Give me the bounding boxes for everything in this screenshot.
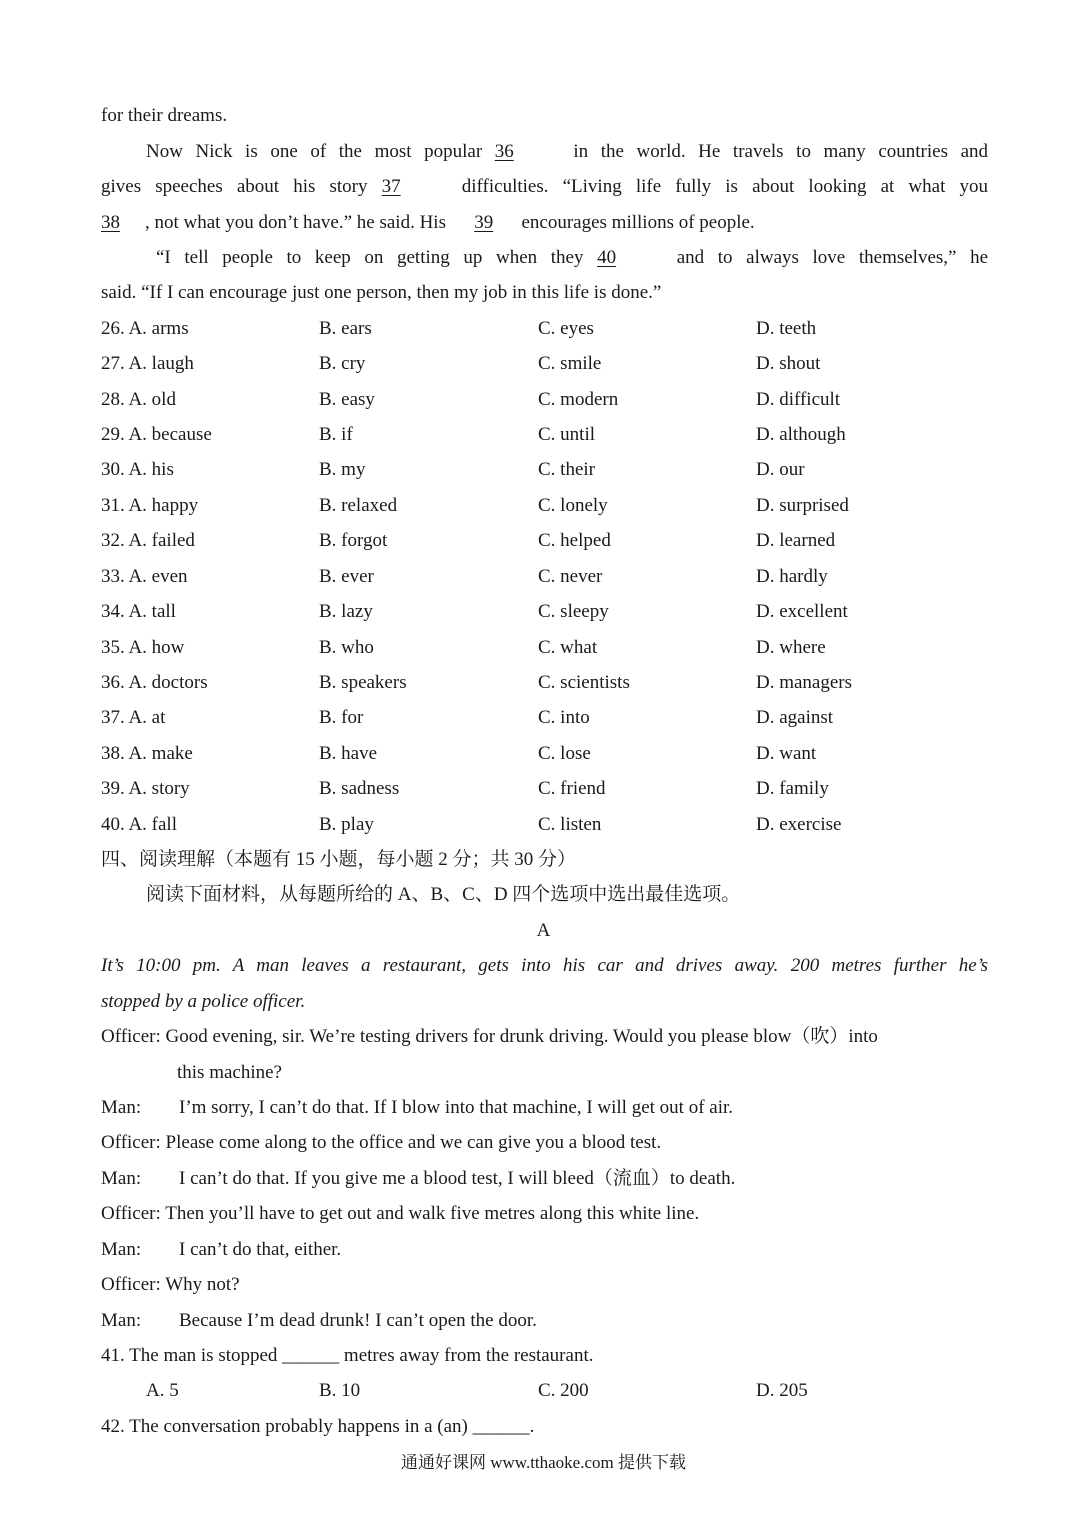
option-a: 38. A. make bbox=[101, 743, 193, 764]
option-b: B. if bbox=[319, 424, 353, 445]
option-a: 29. A. because bbox=[101, 424, 212, 445]
dialogue-line bbox=[101, 1132, 988, 1154]
option-a: 33. A. even bbox=[101, 566, 188, 587]
option-d: D. shout bbox=[756, 353, 821, 374]
dialogue-text: Good evening, sir. We’re testing drivers for drunk driving. Would you please blow（吹）into bbox=[165, 1026, 878, 1047]
passage-label: A bbox=[536, 920, 551, 941]
option-d: D. where bbox=[756, 637, 826, 658]
option-b: B. for bbox=[319, 707, 364, 728]
option-a: 39. A. story bbox=[101, 778, 190, 799]
dialogue-line bbox=[101, 1239, 988, 1261]
passage-line bbox=[101, 212, 988, 234]
passage-text: , not what you don’t have.” he said. His bbox=[145, 212, 446, 233]
option-a: 36. A. doctors bbox=[101, 672, 208, 693]
option-a: 35. A. how bbox=[101, 637, 185, 658]
option-c: C. modern bbox=[538, 389, 619, 410]
option-b: B. play bbox=[319, 814, 374, 835]
page-footer: 通通好课网 www.tthaoke.com 提供下载 bbox=[400, 1453, 687, 1472]
option-a: A. 5 bbox=[146, 1380, 179, 1401]
passage-text: difficulties. “Living life fully is about looking at what you bbox=[461, 176, 988, 197]
blank-39: 39 bbox=[474, 212, 494, 233]
option-b: B. who bbox=[319, 637, 374, 658]
option-b: B. easy bbox=[319, 389, 375, 410]
option-b: B. ever bbox=[319, 566, 374, 587]
option-d: D. learned bbox=[756, 530, 836, 551]
option-c: C. eyes bbox=[538, 318, 594, 339]
option-b: B. have bbox=[319, 743, 378, 764]
section-heading: 四、阅读理解（本题有 15 小题，每小题 2 分；共 30 分） bbox=[101, 849, 577, 870]
option-d: D. exercise bbox=[756, 814, 842, 835]
option-c: C. into bbox=[538, 707, 590, 728]
option-d: D. family bbox=[756, 778, 829, 799]
dialogue-text: Why not? bbox=[165, 1274, 240, 1295]
option-c: C. helped bbox=[538, 530, 611, 551]
option-c: C. lose bbox=[538, 743, 591, 764]
blank-37: 37 bbox=[381, 176, 401, 197]
speaker-label: Officer: bbox=[101, 1274, 161, 1295]
blank-36: 36 bbox=[494, 141, 514, 162]
dialogue-text: I can’t do that. If you give me a blood test, I will bleed（流血）to death. bbox=[179, 1168, 736, 1189]
passage-line bbox=[146, 141, 988, 163]
passage-line: said. “If I can encourage just one person, then my job in this life is done.” bbox=[101, 282, 662, 303]
section-instruction: 阅读下面材料，从每题所给的 A、B、C、D 四个选项中选出最佳选项。 bbox=[146, 884, 741, 905]
option-a: 34. A. tall bbox=[101, 601, 176, 622]
option-b: B. cry bbox=[319, 353, 366, 374]
option-a: 26. A. arms bbox=[101, 318, 189, 339]
option-d: D. surprised bbox=[756, 495, 849, 516]
option-c: C. sleepy bbox=[538, 601, 609, 622]
option-d: D. hardly bbox=[756, 566, 828, 587]
speaker-label: Man: bbox=[101, 1239, 142, 1260]
passage-text: “I tell people to keep on getting up when they bbox=[156, 247, 584, 268]
blank-40: 40 bbox=[597, 247, 617, 268]
dialogue-line bbox=[101, 1203, 988, 1225]
option-b: B. 10 bbox=[319, 1380, 361, 1401]
dialogue-text: I can’t do that, either. bbox=[179, 1239, 342, 1260]
dialogue-text: Please come along to the office and we can give you a blood test. bbox=[165, 1132, 662, 1153]
dialogue-text: Because I’m dead drunk! I can’t open the door. bbox=[179, 1310, 537, 1331]
option-a: 32. A. failed bbox=[101, 530, 195, 551]
option-b: B. relaxed bbox=[319, 495, 398, 516]
speaker-label: Officer: bbox=[101, 1132, 161, 1153]
speaker-label: Man: bbox=[101, 1310, 142, 1331]
option-b: B. lazy bbox=[319, 601, 373, 622]
option-b: B. my bbox=[319, 459, 366, 480]
passage-intro-line: stopped by a police officer. bbox=[101, 991, 306, 1012]
dialogue-line bbox=[101, 1310, 988, 1332]
question-42: 42. The conversation probably happens in a (an) ______. bbox=[101, 1416, 535, 1437]
dialogue-line bbox=[101, 1097, 988, 1119]
option-c: C. their bbox=[538, 459, 595, 480]
blank-38: 38 bbox=[101, 212, 120, 233]
speaker-label: Man: bbox=[101, 1097, 142, 1118]
option-c: C. 200 bbox=[538, 1380, 589, 1401]
passage-line: for their dreams. bbox=[101, 105, 228, 126]
option-d: D. 205 bbox=[756, 1380, 808, 1401]
passage-text: in the world. He travels to many countries and bbox=[573, 141, 989, 162]
dialogue-line bbox=[101, 1274, 988, 1296]
option-c: C. scientists bbox=[538, 672, 630, 693]
dialogue-text: Then you’ll have to get out and walk five metres along this white line. bbox=[165, 1203, 700, 1224]
option-d: D. want bbox=[756, 743, 817, 764]
passage-intro-line: It’s 10:00 pm. A man leaves a restaurant, gets into his car and drives away. 200 metres further he’s bbox=[101, 955, 988, 976]
option-a: 30. A. his bbox=[101, 459, 174, 480]
option-c: C. listen bbox=[538, 814, 602, 835]
option-c: C. smile bbox=[538, 353, 602, 374]
speaker-label: Man: bbox=[101, 1168, 142, 1189]
option-b: B. sadness bbox=[319, 778, 400, 799]
option-b: B. forgot bbox=[319, 530, 388, 551]
option-d: D. excellent bbox=[756, 601, 848, 622]
option-d: D. our bbox=[756, 459, 805, 480]
option-a: 27. A. laugh bbox=[101, 353, 194, 374]
option-d: D. teeth bbox=[756, 318, 817, 339]
option-c: C. lonely bbox=[538, 495, 608, 516]
option-d: D. difficult bbox=[756, 389, 841, 410]
option-d: D. although bbox=[756, 424, 846, 445]
option-a: 31. A. happy bbox=[101, 495, 199, 516]
option-c: C. friend bbox=[538, 778, 606, 799]
dialogue-text: I’m sorry, I can’t do that. If I blow into that machine, I will get out of air. bbox=[179, 1097, 734, 1118]
passage-text: encourages millions of people. bbox=[521, 212, 755, 233]
dialogue-line: this machine? bbox=[177, 1062, 282, 1083]
option-c: C. never bbox=[538, 566, 603, 587]
option-a: 28. A. old bbox=[101, 389, 176, 410]
option-d: D. against bbox=[756, 707, 834, 728]
option-d: D. managers bbox=[756, 672, 853, 693]
dialogue-line bbox=[101, 1168, 988, 1190]
option-c: C. what bbox=[538, 637, 598, 658]
option-a: 37. A. at bbox=[101, 707, 166, 728]
passage-text: gives speeches about his story bbox=[101, 176, 368, 197]
passage-line bbox=[101, 176, 988, 198]
question-41: 41. The man is stopped ______ metres away from the restaurant. bbox=[101, 1345, 594, 1366]
speaker-label: Officer: bbox=[101, 1203, 161, 1224]
dialogue-line bbox=[101, 1026, 988, 1048]
passage-text: Now Nick is one of the most popular bbox=[146, 141, 483, 162]
passage-line bbox=[156, 247, 988, 269]
option-a: 40. A. fall bbox=[101, 814, 177, 835]
passage-text: and to always love themselves,” he bbox=[676, 247, 989, 268]
option-b: B. speakers bbox=[319, 672, 407, 693]
speaker-label: Officer: bbox=[101, 1026, 161, 1047]
option-b: B. ears bbox=[319, 318, 372, 339]
option-c: C. until bbox=[538, 424, 596, 445]
